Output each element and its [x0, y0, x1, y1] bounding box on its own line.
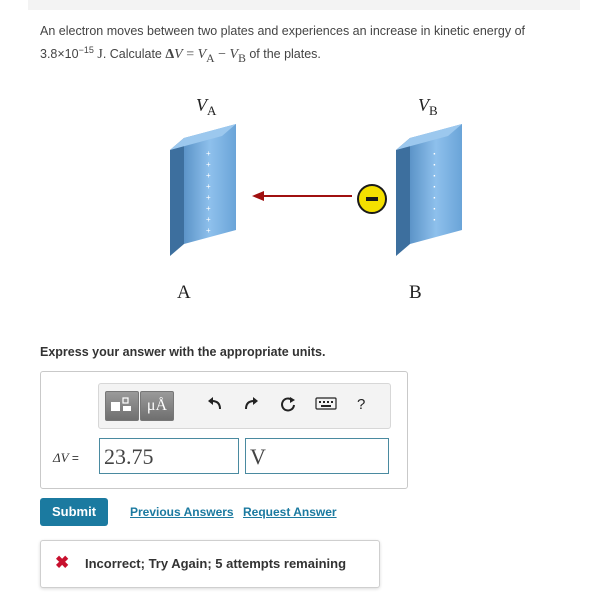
- templates-button[interactable]: [105, 391, 139, 421]
- math-toolbar: [98, 383, 391, 429]
- value-input[interactable]: 23.75: [99, 438, 239, 474]
- label-plate-a: A: [177, 282, 191, 303]
- plate-b: [396, 124, 462, 256]
- plate-b-charges: [433, 149, 436, 226]
- energy-exponent: −15: [78, 45, 94, 55]
- feedback-message: Incorrect; Try Again; 5 attempts remaining: [85, 556, 347, 571]
- question-of-plates: of the plates.: [249, 47, 321, 62]
- charge-mark: +: [206, 204, 211, 213]
- charge-mark: +: [206, 160, 211, 169]
- energy-mantissa: 3.8×10: [40, 47, 79, 62]
- plate-a-side: [170, 138, 184, 256]
- question-calculate: . Calculate: [102, 47, 162, 62]
- charge-mark: +: [206, 171, 211, 180]
- templates-icon: [106, 392, 138, 420]
- electron-minus: [366, 197, 378, 201]
- previous-answers-link[interactable]: Previous Answers: [130, 505, 234, 519]
- undo-icon[interactable]: [207, 396, 223, 417]
- delta-v-var: ΔV: [53, 450, 69, 465]
- charge-mark: +: [206, 193, 211, 202]
- help-button[interactable]: ?: [357, 396, 366, 413]
- label-va: $V_A$: [196, 95, 217, 118]
- electron: [358, 185, 386, 213]
- question-line1: An electron moves between two plates and experiences an increase in kinetic energy of: [40, 24, 526, 38]
- charge-mark: ·: [433, 204, 437, 215]
- charge-mark: ·: [433, 215, 437, 226]
- charge-mark: ·: [433, 171, 437, 182]
- label-vb: $V_B$: [418, 95, 438, 118]
- feedback-box: [40, 540, 380, 588]
- arrow-head: [252, 191, 264, 201]
- equals-sign: =: [71, 451, 79, 465]
- delta-v-label: [53, 450, 79, 466]
- direction-arrow: [252, 191, 352, 201]
- charge-mark: +: [206, 149, 211, 158]
- redo-icon[interactable]: [243, 396, 259, 417]
- units-button[interactable]: μÅ: [140, 391, 174, 421]
- delta-v-equation: $\Delta V = V_A - V_B$: [165, 47, 246, 65]
- energy-unit: J: [97, 47, 103, 63]
- charge-mark: +: [206, 215, 211, 224]
- plate-b-side: [396, 138, 410, 256]
- request-answer-link[interactable]: Request Answer: [243, 505, 337, 519]
- plate-a: [170, 124, 236, 256]
- label-plate-b: B: [409, 282, 422, 303]
- keyboard-icon[interactable]: [315, 396, 337, 415]
- reset-icon[interactable]: [279, 396, 297, 419]
- incorrect-icon: ✖: [55, 553, 70, 572]
- answer-box: [40, 371, 408, 489]
- charge-mark: ·: [433, 160, 437, 171]
- charge-mark: +: [206, 182, 211, 191]
- charge-mark: ·: [433, 149, 437, 160]
- unit-input[interactable]: V: [245, 438, 389, 474]
- submit-button[interactable]: Submit: [40, 498, 108, 526]
- charge-mark: ·: [433, 193, 437, 204]
- charge-mark: ·: [433, 182, 437, 193]
- answer-prompt: Express your answer with the appropriate units.: [40, 345, 326, 359]
- charge-mark: +: [206, 226, 211, 235]
